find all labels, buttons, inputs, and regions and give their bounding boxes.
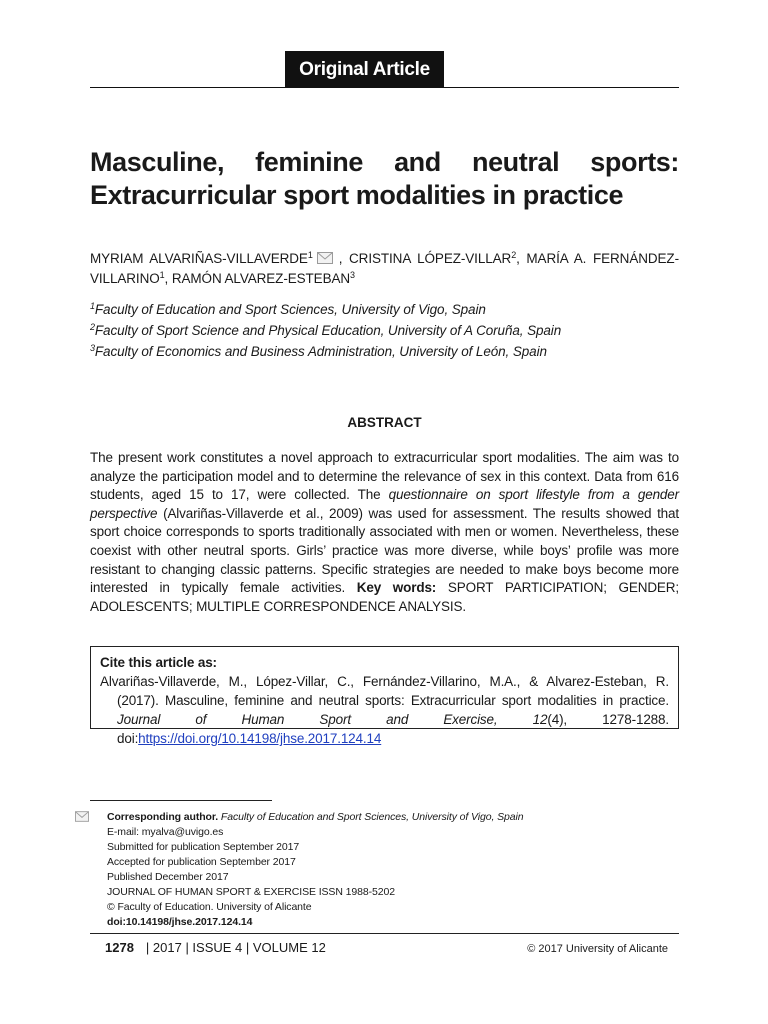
affiliation-item [90, 341, 679, 362]
abstract-body [90, 449, 679, 616]
article-title: Masculine, feminine and neutral sports: Extracurricular sport modalities in practice [90, 147, 679, 210]
header-rule [90, 87, 679, 88]
envelope-icon [75, 811, 89, 822]
citation-label: Cite this article as: [100, 655, 217, 670]
footnote-doi-text: doi:10.14198/jhse.2017.124.14 [107, 916, 253, 928]
abstract-text: The present work constitutes a novel approach to extracurricular sport modalities. The aim was to analyze the participation model and to determine the relevance of sex in this context. Data from 616 students, aged 15 to 17, were collected. The [90, 450, 679, 503]
author-name: MARÍA A. FERNÁNDEZ-VILLARINO [90, 251, 679, 286]
affiliation-text: Faculty of Sport Science and Physical Education, University of A Coruña, Spain [94, 323, 562, 338]
citation-journal: Journal of Human Sport and Exercise, 12 [117, 712, 548, 727]
footnote-submitted: Submitted for publication September 2017 [107, 841, 300, 853]
abstract-text: (Alvariñas-Villaverde et al., 2009) was used for assessment. The results showed that sport choice corresponds to sports traditionally associated with men or women. Nevertheless, these coexist with other neutral sports. Girls’ practice was more diverse, while boys’ profile was more resistant to changing classic patterns. Specific strategies are needed to make boys become more interested in typically female activities. [90, 505, 679, 596]
citation-issue-pages: (4), 1278-1288. doi: [117, 712, 669, 746]
footnote-journal-issn: JOURNAL OF HUMAN SPORT & EXERCISE ISSN 1988-5202 [107, 886, 395, 898]
issue-info: | 2017 | ISSUE 4 | VOLUME 12 [145, 940, 326, 955]
corresponding-affiliation: Faculty of Education and Sport Sciences, University of Vigo, Spain [220, 811, 524, 823]
keywords-label: Key words: [356, 580, 437, 596]
abstract-heading: ABSTRACT [347, 415, 422, 430]
affiliation-number: 3 [90, 343, 95, 353]
footnote-email: E-mail: myalva@uvigo.es [107, 826, 224, 838]
footnote-copyright: © Faculty of Education. University of Alicante [107, 901, 312, 913]
author-name: RAMÓN ALVAREZ-ESTEBAN [171, 271, 351, 286]
citation-box [90, 646, 679, 746]
author-list: MYRIAM ALVARIÑAS-VILLAVERDE$^1$ , CRISTINA LÓPEZ-VILLAR$^2$, MARÍA A. FERNÁNDEZ-VILLARINO$^1$, RAMÓN ALVAREZ-ESTEBAN$^3$ [90, 250, 679, 286]
page-footer-left [105, 939, 326, 957]
author-affiliation-mark: 3 [350, 270, 355, 280]
affiliation-item [90, 299, 679, 320]
citation-reference: Alvariñas-Villaverde, M., López-Villar, C., Fernández-Villarino, M.A., & Alvarez-Esteban, R. (2017). Masculine, feminine and neutral sports: Extracurricular sport modalities in practice. [100, 674, 669, 708]
footer-copyright: © 2017 University of Alicante [527, 943, 668, 955]
questionnaire-title: questionnaire on sport lifestyle from a gender perspective [90, 487, 679, 521]
author-name: MYRIAM ALVARIÑAS-VILLAVERDE [90, 251, 308, 266]
citation-text [100, 672, 669, 748]
footer-rule [90, 933, 679, 934]
page-number: 1278 [105, 940, 134, 955]
affiliation-number: 1 [90, 301, 95, 311]
author-affiliation-mark: 1 [307, 250, 313, 260]
affiliation-item [90, 320, 679, 341]
corresponding-label: Corresponding author. [107, 811, 219, 823]
affiliation-list [90, 299, 679, 362]
footnote-rule [90, 800, 272, 801]
envelope-icon[interactable] [317, 252, 333, 264]
affiliation-number: 2 [90, 322, 95, 332]
doi-link[interactable]: https://doi.org/10.14198/jhse.2017.124.14 [138, 731, 382, 746]
article-type-badge: Original Article [285, 51, 444, 88]
affiliation-text: Faculty of Education and Sport Sciences, University of Vigo, Spain [94, 302, 486, 317]
author-name: CRISTINA LÓPEZ-VILLAR [349, 251, 512, 266]
footnote [90, 810, 679, 930]
author-affiliation-mark: 2 [511, 250, 517, 260]
footnote-accepted: Accepted for publication September 2017 [107, 856, 296, 868]
corresponding-author-line [90, 810, 679, 825]
affiliation-text: Faculty of Economics and Business Administration, University of León, Spain [94, 344, 547, 359]
footnote-doi [90, 915, 679, 930]
footnote-published: Published December 2017 [107, 871, 229, 883]
author-affiliation-mark: 1 [159, 270, 165, 280]
keywords: SPORT PARTICIPATION; GENDER; ADOLESCENTS; MULTIPLE CORRESPONDENCE ANALYSIS. [90, 580, 679, 614]
